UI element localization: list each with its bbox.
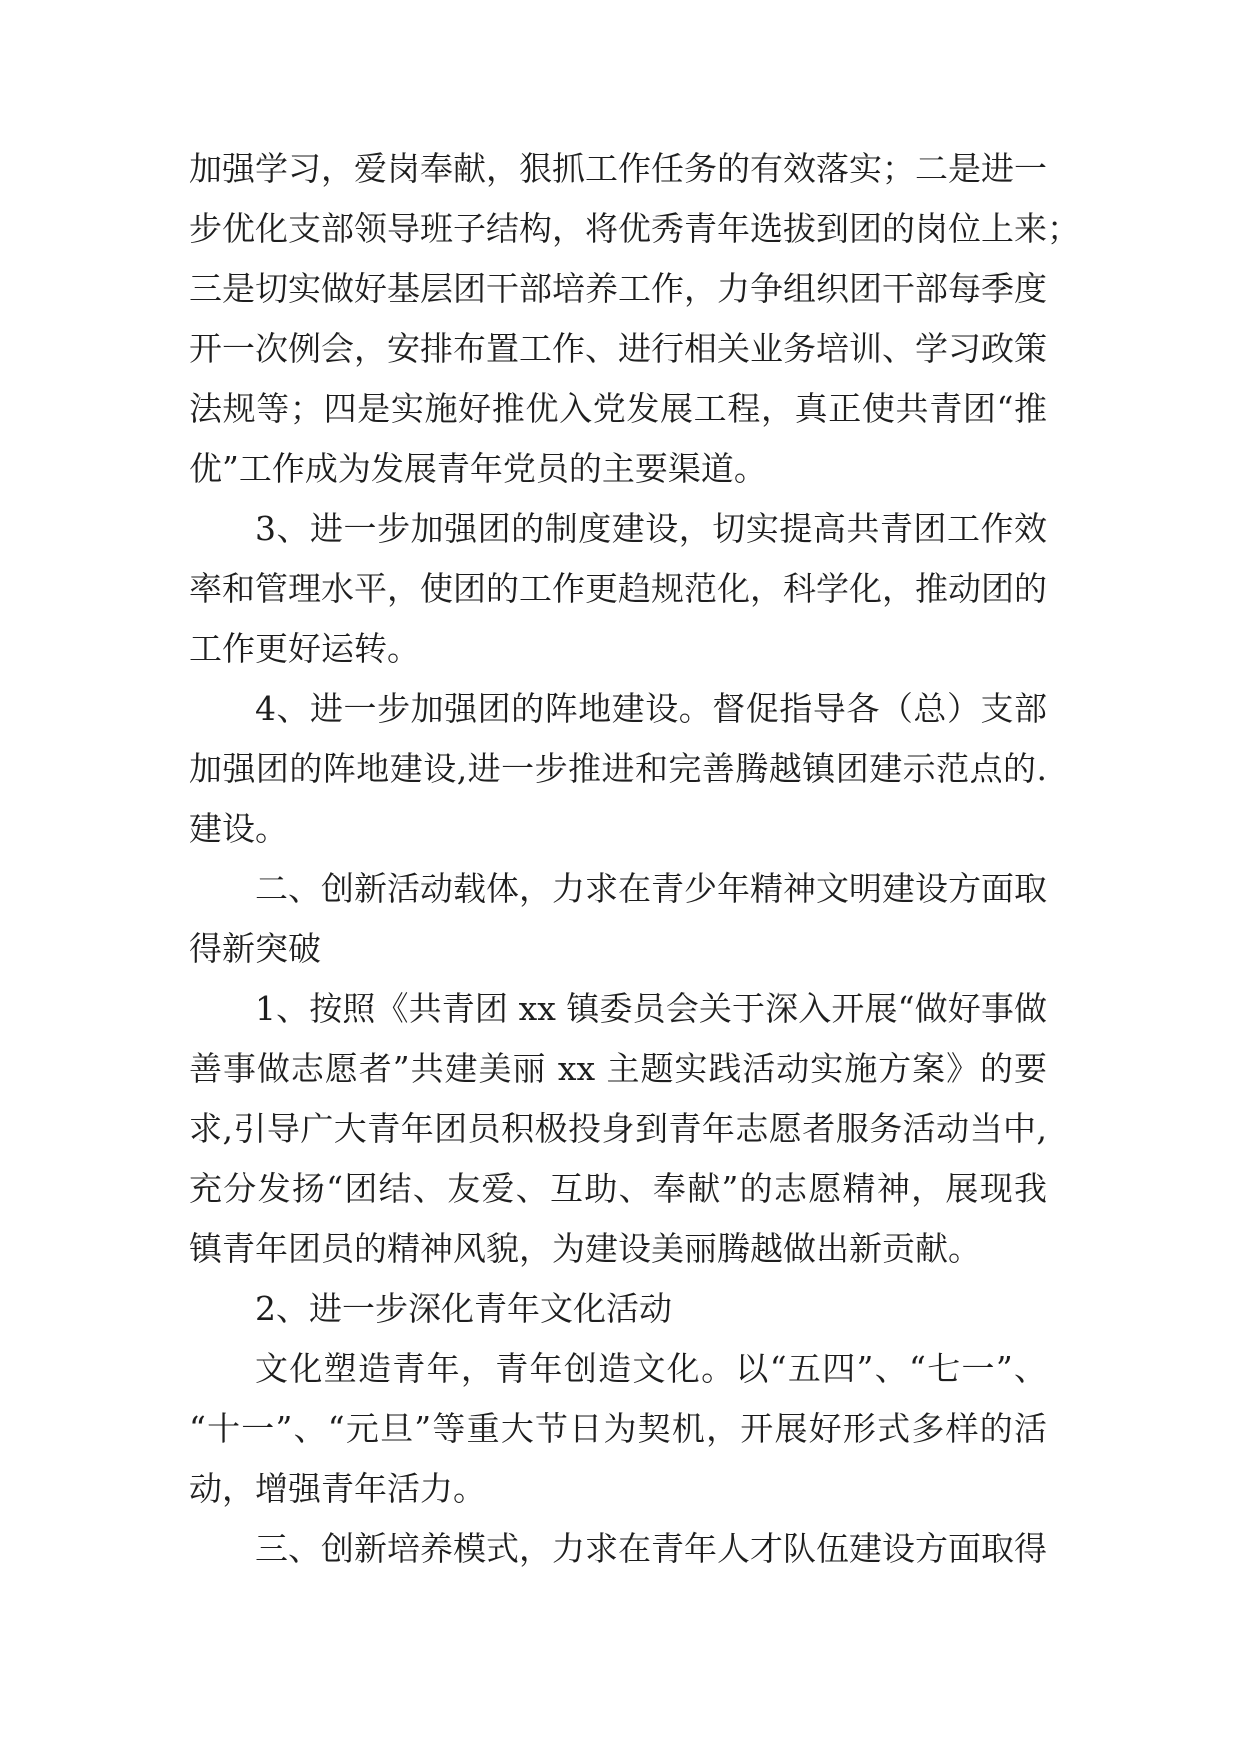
text-line: 文化塑造青年，青年创造文化。以“五四”、“七一”、: [255, 1349, 1047, 1388]
paragraph-heading: 2、进一步深化青年文化活动: [255, 1289, 672, 1328]
text-line: 动，增强青年活力。: [189, 1469, 486, 1508]
paragraph-heading: 4、进一步加强团的阵地建设。督促指导各（总）支部: [255, 689, 1047, 728]
section-heading: 三、创新培养模式，力求在青年人才队伍建设方面取得: [255, 1529, 1047, 1568]
text-line: 开一次例会，安排布置工作、进行相关业务培训、学习政策: [189, 329, 1047, 368]
text-line: 三是切实做好基层团干部培养工作，力争组织团干部每季度: [189, 269, 1047, 308]
text-line: 善事做志愿者”共建美丽 xx 主题实践活动实施方案》的要: [189, 1049, 1047, 1088]
text-line: 加强学习，爱岗奉献，狠抓工作任务的有效落实；二是进一: [189, 149, 1047, 188]
text-line: 求,引导广大青年团员积极投身到青年志愿者服务活动当中,: [189, 1109, 1047, 1148]
text-line: 工作更好运转。: [189, 629, 420, 668]
text-line: 建设。: [189, 809, 288, 848]
paragraph-heading: 3、进一步加强团的制度建设，切实提高共青团工作效: [255, 509, 1047, 548]
text-line: 法规等；四是实施好推优入党发展工程，真正使共青团“推: [189, 389, 1047, 428]
paragraph-heading: 1、按照《共青团 xx 镇委员会关于深入开展“做好事做: [255, 989, 1047, 1028]
text-line: 加强团的阵地建设,进一步推进和完善腾越镇团建示范点的.: [189, 749, 1047, 788]
text-line: 镇青年团员的精神风貌，为建设美丽腾越做出新贡献。: [189, 1229, 981, 1268]
text-line: 充分发扬“团结、友爱、互助、奉献”的志愿精神，展现我: [189, 1169, 1047, 1208]
text-line: “十一”、“元旦”等重大节日为契机，开展好形式多样的活: [189, 1409, 1047, 1448]
text-line: 率和管理水平，使团的工作更趋规范化，科学化，推动团的: [189, 569, 1047, 608]
text-line: 步优化支部领导班子结构，将优秀青年选拔到团的岗位上来；: [189, 209, 1080, 248]
section-heading: 二、创新活动载体，力求在青少年精神文明建设方面取: [255, 869, 1047, 908]
section-heading-continued: 得新突破: [189, 929, 321, 968]
text-line: 优”工作成为发展青年党员的主要渠道。: [189, 449, 767, 488]
